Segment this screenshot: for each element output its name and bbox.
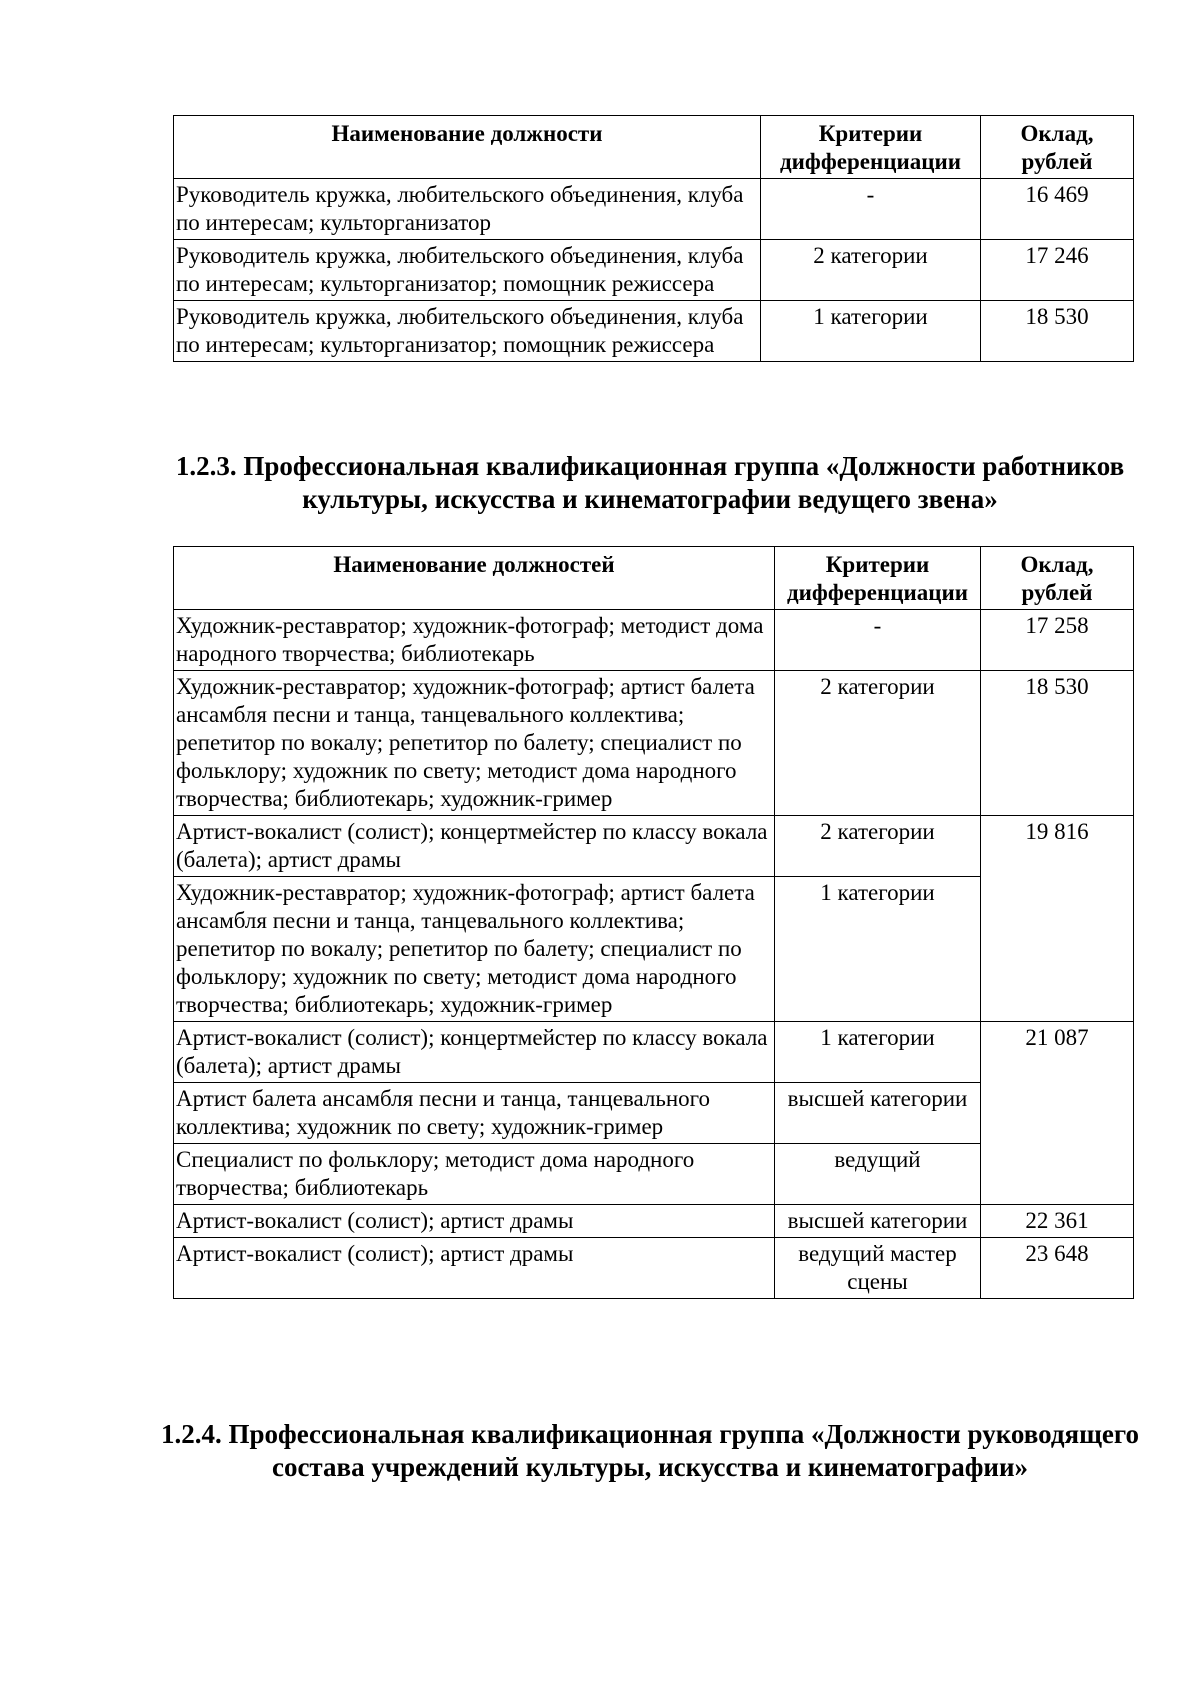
salary-table-2 [173,546,1134,1299]
position-name: Артист-вокалист (солист); артист драмы [174,1238,775,1299]
section-heading-1-2-4: 1.2.4. Профессиональная квалификационная группа «Должности руководящего состава учреждений культуры, искусства и кинематографии» [161,1419,1139,1482]
criteria: - [775,610,981,671]
salary-table-1 [173,115,1134,362]
header-criteria: Критерии дифференциации [761,116,981,179]
criteria: высшей категории [775,1205,981,1238]
table-row [174,816,1134,877]
salary: 17 258 [981,610,1134,671]
position-name: Артист-вокалист (солист); артист драмы [174,1205,775,1238]
header-criteria: Критерии дифференциации [775,547,981,610]
table-header-row [174,547,1134,610]
position-name: Специалист по фольклору; методист дома народного творчества; библиотекарь [174,1144,775,1205]
criteria: - [761,179,981,240]
criteria: 2 категории [775,671,981,816]
table-row [174,1205,1134,1238]
position-name: Руководитель кружка, любительского объединения, клуба по интересам; культорганизатор; помощник режиссера [174,240,761,301]
criteria: 2 категории [761,240,981,301]
header-position-name: Наименование должностей [174,547,775,610]
table-row [174,179,1134,240]
position-name: Художник-реставратор; художник-фотограф; методист дома народного творчества; библиотекарь [174,610,775,671]
salary: 18 530 [981,671,1134,816]
salary: 23 648 [981,1238,1134,1299]
header-salary: Оклад, рублей [981,547,1134,610]
criteria: 1 категории [761,301,981,362]
position-name: Артист-вокалист (солист); концертмейстер по классу вокала (балета); артист драмы [174,1022,775,1083]
criteria: высшей категории [775,1083,981,1144]
position-name: Артист балета ансамбля песни и танца, танцевального коллектива; художник по свету; художник-гример [174,1083,775,1144]
table-row [174,1022,1134,1083]
criteria: 1 категории [775,1022,981,1083]
salary: 16 469 [981,179,1134,240]
salary: 19 816 [981,816,1134,1022]
salary: 18 530 [981,301,1134,362]
position-name: Художник-реставратор; художник-фотограф; артист балета ансамбля песни и танца, танцевального коллектива; репетитор по вокалу; репетитор по балету; специалист по фольклору; художник по свету; методист дома народного творчества; библиотекарь; художник-гример [174,877,775,1022]
table-row [174,301,1134,362]
table-row [174,610,1134,671]
position-name: Руководитель кружка, любительского объединения, клуба по интересам; культорганизатор [174,179,761,240]
criteria: ведущий мастер сцены [775,1238,981,1299]
table-row [174,671,1134,816]
salary: 17 246 [981,240,1134,301]
salary: 22 361 [981,1205,1134,1238]
criteria: 1 категории [775,877,981,1022]
position-name: Артист-вокалист (солист); концертмейстер по классу вокала (балета); артист драмы [174,816,775,877]
criteria: ведущий [775,1144,981,1205]
header-salary: Оклад, рублей [981,116,1134,179]
salary: 21 087 [981,1022,1134,1205]
position-name: Художник-реставратор; художник-фотограф; артист балета ансамбля песни и танца, танцевального коллектива; репетитор по вокалу; репетитор по балету; специалист по фольклору; художник по свету; методист дома народного творчества; библиотекарь; художник-гример [174,671,775,816]
section-heading-1-2-3: 1.2.3. Профессиональная квалификационная группа «Должности работников культуры, искусства и кинематографии ведущего звена» [175,451,1125,514]
table-header-row [174,116,1134,179]
header-position-name: Наименование должности [174,116,761,179]
criteria: 2 категории [775,816,981,877]
table-row [174,240,1134,301]
position-name: Руководитель кружка, любительского объединения, клуба по интересам; культорганизатор; помощник режиссера [174,301,761,362]
table-row [174,1238,1134,1299]
